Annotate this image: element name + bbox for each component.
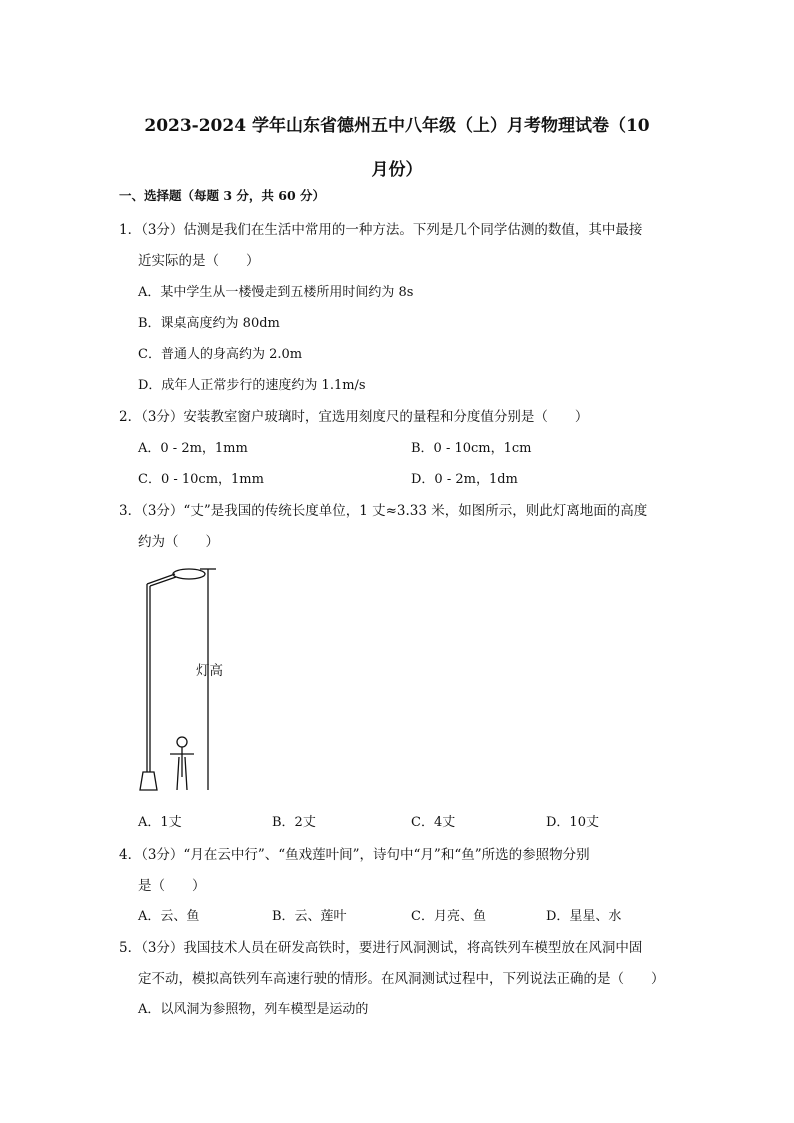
page-title: [100, 104, 694, 192]
q1-option-b: B．课桌高度约为 80dm: [138, 316, 280, 331]
q4-option-b: B．云、莲叶: [272, 909, 347, 924]
q2-option-a: A．0 - 2m，1mm: [138, 441, 248, 456]
q2-option-b: B．0 - 10cm，1cm: [411, 441, 532, 456]
q1-option-c: C．普通人的身高约为 2.0m: [138, 347, 303, 362]
title-line-2: 月份）: [371, 160, 423, 180]
q5-stem-line-1: 5．（3分）我国技术人员在研发高铁时，要进行风洞测试，将高铁列车模型放在风洞中固: [119, 940, 643, 956]
q1-option-d: D．成年人正常步行的速度约为 1.1m/s: [138, 378, 366, 393]
q5-stem-line-2: 定不动，模拟高铁列车高速行驶的情形。在风洞测试过程中，下列说法正确的是（ ）: [138, 971, 665, 987]
q3-stem-line-1: 3．（3分）“丈”是我国的传统长度单位，1 丈≈3.33 米，如图所示，则此灯离地面的高度: [119, 503, 648, 519]
q4-option-d: D．星星、水: [546, 909, 622, 924]
q1-option-a: A．某中学生从一楼慢走到五楼所用时间约为 8s: [138, 285, 414, 300]
q3-option-c: C．4丈: [411, 815, 456, 830]
title-line-1: 2023-2024 学年山东省德州五中八年级（上）月考物理试卷（10: [144, 116, 650, 136]
q4-stem-line-1: 4．（3分）“月在云中行”、“鱼戏莲叶间”，诗句中“月”和“鱼”所选的参照物分别: [119, 847, 590, 863]
q3-stem-line-2: 约为（ ）: [138, 534, 219, 550]
q1-stem-line-1: 1．（3分）估测是我们在生活中常用的一种方法。下列是几个同学估测的数值，其中最接: [119, 222, 643, 238]
q4-option-c: C．月亮、鱼: [411, 909, 486, 924]
q3-option-a: A．1丈: [138, 815, 182, 830]
section-heading: 一、选择题（每题 3 分，共 60 分）: [119, 188, 326, 203]
q1-stem-line-2: 近实际的是（ ）: [138, 253, 260, 269]
q2-option-c: C．0 - 10cm，1mm: [138, 472, 264, 487]
q4-stem-line-2: 是（ ）: [138, 878, 206, 894]
q3-option-b: B．2丈: [272, 815, 316, 830]
lamp-height-label: 灯高: [196, 663, 223, 679]
q4-option-a: A．云、鱼: [138, 909, 200, 924]
q2-option-d: D．0 - 2m，1dm: [411, 472, 518, 487]
q2-stem-line-1: 2．（3分）安装教室窗户玻璃时，宜选用刻度尺的量程和分度值分别是（ ）: [119, 409, 589, 425]
q3-option-d: D．10丈: [546, 815, 599, 830]
q5-option-a: A．以风洞为参照物，列车模型是运动的: [138, 1002, 369, 1017]
